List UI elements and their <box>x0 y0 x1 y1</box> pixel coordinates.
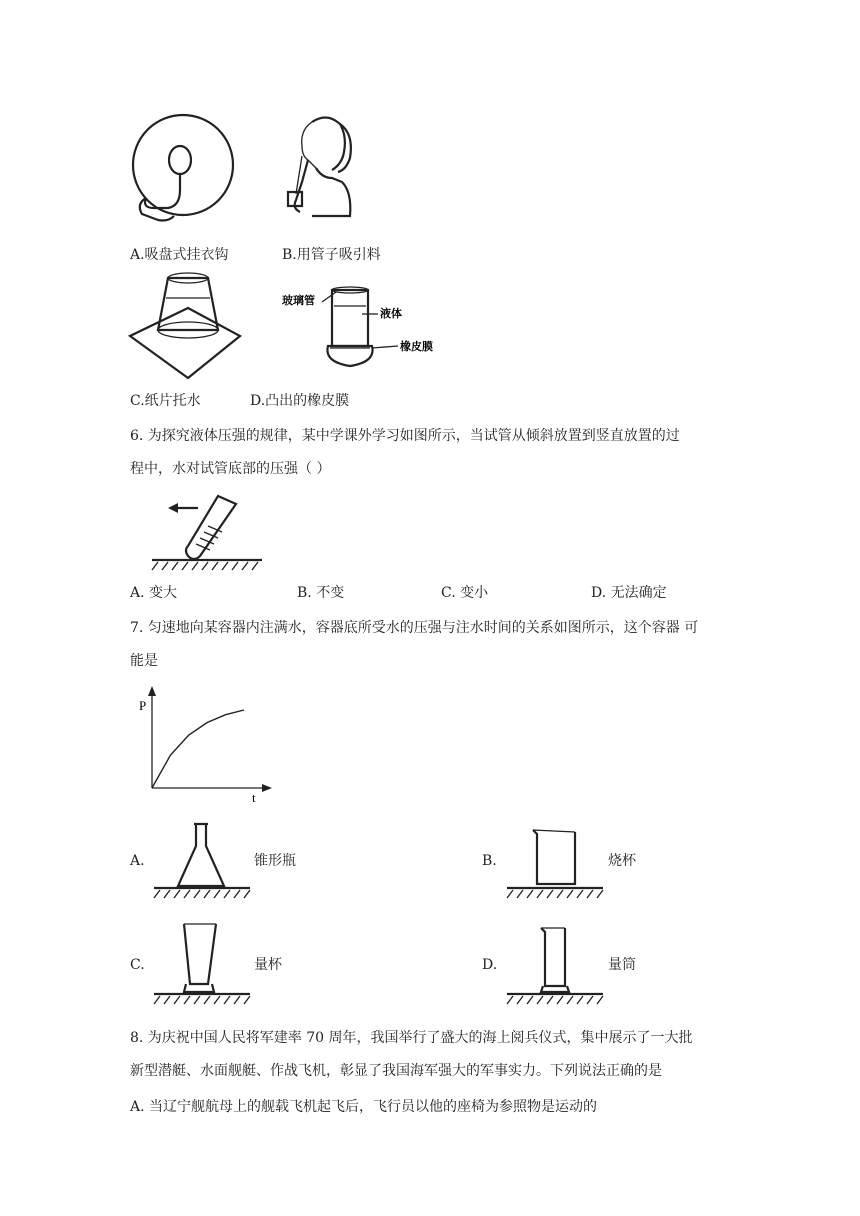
pressure-curve <box>152 710 244 788</box>
q6-stem-line2: 程中，水对试管底部的压强（ ） <box>130 461 331 477</box>
q6-option-c: C. 变小 <box>441 585 489 601</box>
q6-stem-line1: 6. 为探究液体压强的规律，某中学课外学习如图所示，当试管从倾斜放置到竖直放置的过 <box>130 428 680 444</box>
liquid-label: 液体 <box>380 307 402 320</box>
pressure-time-graph <box>136 684 276 806</box>
rubber-film-label: 橡皮膜 <box>400 340 433 353</box>
graph-y-axis-label: P <box>139 698 147 713</box>
q7-option-b-name: 烧杯 <box>608 853 636 869</box>
q7-stem-line1: 7. 匀速地向某容器内注满水，容器底所受水的压强与注水时间的关系如图所示，这个容器 可 <box>130 620 699 636</box>
q5-option-c: C.纸片托水 <box>130 393 201 409</box>
q8-stem-line2: 新型潜艇、水面舰艇、作战飞机，彰显了我国海军强大的军事实力。下列说法正确的是 <box>130 1063 662 1079</box>
q5-option-a: A.吸盘式挂衣钩 <box>130 247 229 263</box>
q6-option-d: D. 无法确定 <box>591 585 667 601</box>
beaker-figure <box>503 826 608 900</box>
q7-option-d-name: 量筒 <box>608 957 636 973</box>
q5-option-b: B.用管子吸引料 <box>282 247 381 263</box>
q7-option-c-name: 量杯 <box>254 957 282 973</box>
conical-flask-figure <box>150 822 255 900</box>
glass-tube-label: 玻璃管 <box>282 294 315 307</box>
q6-option-a: A. 变大 <box>130 585 178 601</box>
q6-option-b: B. 不变 <box>297 585 345 601</box>
graduated-cylinder-figure <box>503 922 608 1008</box>
q7-option-a-letter: A. <box>130 853 145 869</box>
q8-stem-line1: 8. 为庆祝中国人民将军建率 70 周年，我国举行了盛大的海上阅兵仪式，集中展示了一大批 <box>130 1030 693 1046</box>
q8-option-a: A. 当辽宁舰航母上的舰载飞机起飞后，飞行员以他的座椅为参照物是运动的 <box>130 1099 598 1115</box>
measuring-cup-figure <box>150 918 255 1008</box>
tilted-test-tube-figure <box>150 490 270 572</box>
q7-option-a-name: 锥形瓶 <box>254 853 296 869</box>
girl-drinking-figure <box>272 112 362 227</box>
q7-stem-line2: 能是 <box>130 653 158 669</box>
graph-x-axis-label: t <box>252 790 256 805</box>
bulging-rubber-film-figure <box>278 288 448 368</box>
q5-option-d: D.凸出的橡皮膜 <box>250 393 350 409</box>
q7-option-b-letter: B. <box>482 853 497 869</box>
q7-option-c-letter: C. <box>130 957 145 973</box>
suction-hook-figure <box>128 110 240 228</box>
q7-option-d-letter: D. <box>482 957 498 973</box>
paper-holds-water-figure <box>128 270 243 382</box>
